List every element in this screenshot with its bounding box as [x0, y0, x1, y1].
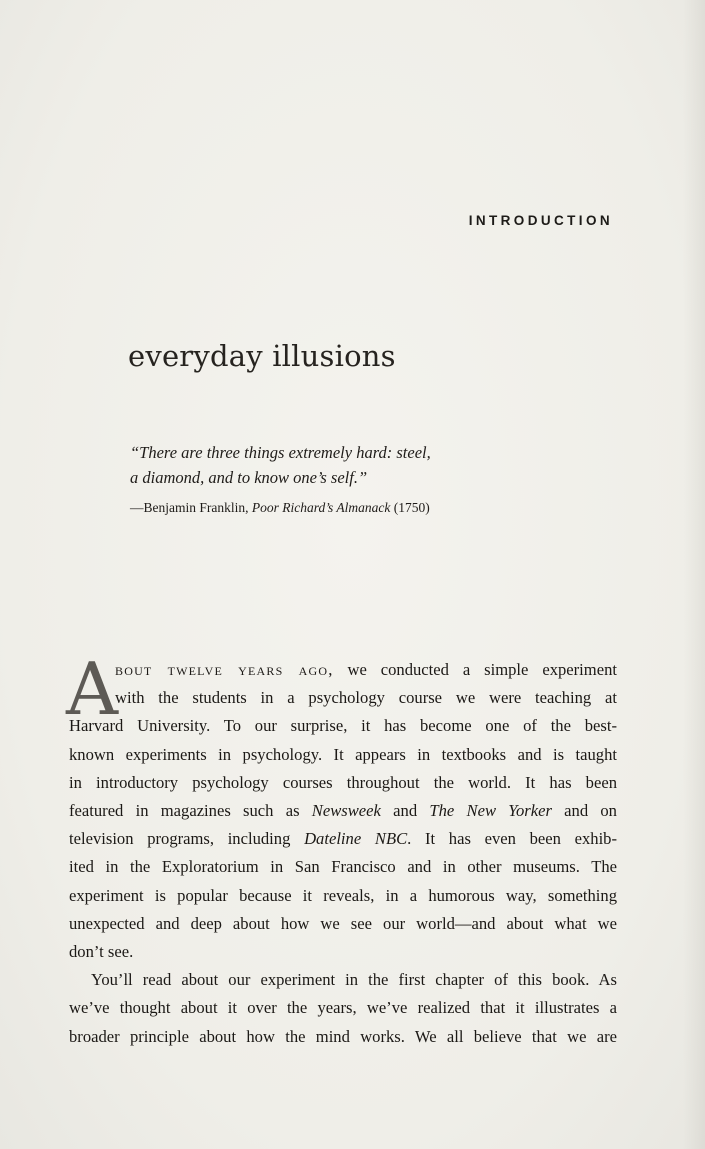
epigraph — [130, 440, 600, 516]
epigraph-attribution — [130, 500, 600, 516]
epigraph-work-title: Poor Richard’s Almanack — [251, 500, 391, 515]
paragraph-1-dropcap-lines — [69, 656, 617, 712]
opening-small-caps: bout twelve years ago, — [115, 660, 334, 679]
paragraph-line: Harvard University. To our surprise, it has become one of the best- — [69, 716, 617, 736]
epigraph-quote-line-2: a diamond, and to know one’s self.” — [130, 468, 368, 487]
paragraph-line: don’t see. — [69, 942, 134, 962]
paragraph-text: and on — [551, 801, 617, 821]
paragraph-text: television programs, including — [69, 829, 305, 849]
chapter-title: everyday illusions — [128, 339, 396, 373]
paragraph-line — [69, 825, 617, 853]
paragraph-line: unexpected and deep about how we see our world—and about what we — [69, 913, 617, 933]
paragraph-line — [69, 797, 617, 825]
paragraph-line: You’ll read about our experiment in the first chapter of this book. As — [91, 970, 617, 990]
program-title: Dateline NBC — [304, 829, 408, 849]
paragraph-line: in introductory psychology courses throughout the world. It has been — [69, 772, 617, 792]
paragraph-text: . It has even been exhib- — [407, 829, 617, 849]
paragraph-text: featured in magazines such as — [69, 801, 312, 821]
paragraph-line: known experiments in psychology. It appears in textbooks and is taught — [69, 744, 617, 764]
body-text — [66, 647, 617, 1051]
paragraph-line: with the students in a psychology course we were teaching at — [115, 688, 617, 708]
magazine-title: The New Yorker — [429, 801, 552, 821]
drop-cap: A — [66, 647, 118, 731]
section-heading: INTRODUCTION — [468, 213, 613, 228]
paragraph-line: we’ve thought about it over the years, we’ve realized that it illustrates a — [69, 998, 617, 1018]
paragraph-line — [69, 656, 617, 684]
page-edge-shadow — [683, 0, 705, 1149]
paragraph-text: we conducted a simple experiment — [333, 660, 617, 679]
paragraph-line: experiment is popular because it reveals, in a humorous way, something — [69, 885, 617, 905]
paragraph-text: and — [380, 801, 430, 821]
epigraph-quote-line-1: “There are three things extremely hard: steel, — [130, 443, 431, 462]
paragraph-line: broader principle about how the mind works. We all believe that we are — [69, 1026, 617, 1046]
epigraph-author: —Benjamin Franklin, — [130, 500, 252, 515]
epigraph-year: (1750) — [390, 500, 430, 515]
paragraph-line: ited in the Exploratorium in San Francisco and in other museums. The — [69, 857, 617, 877]
magazine-title: Newsweek — [311, 801, 381, 821]
